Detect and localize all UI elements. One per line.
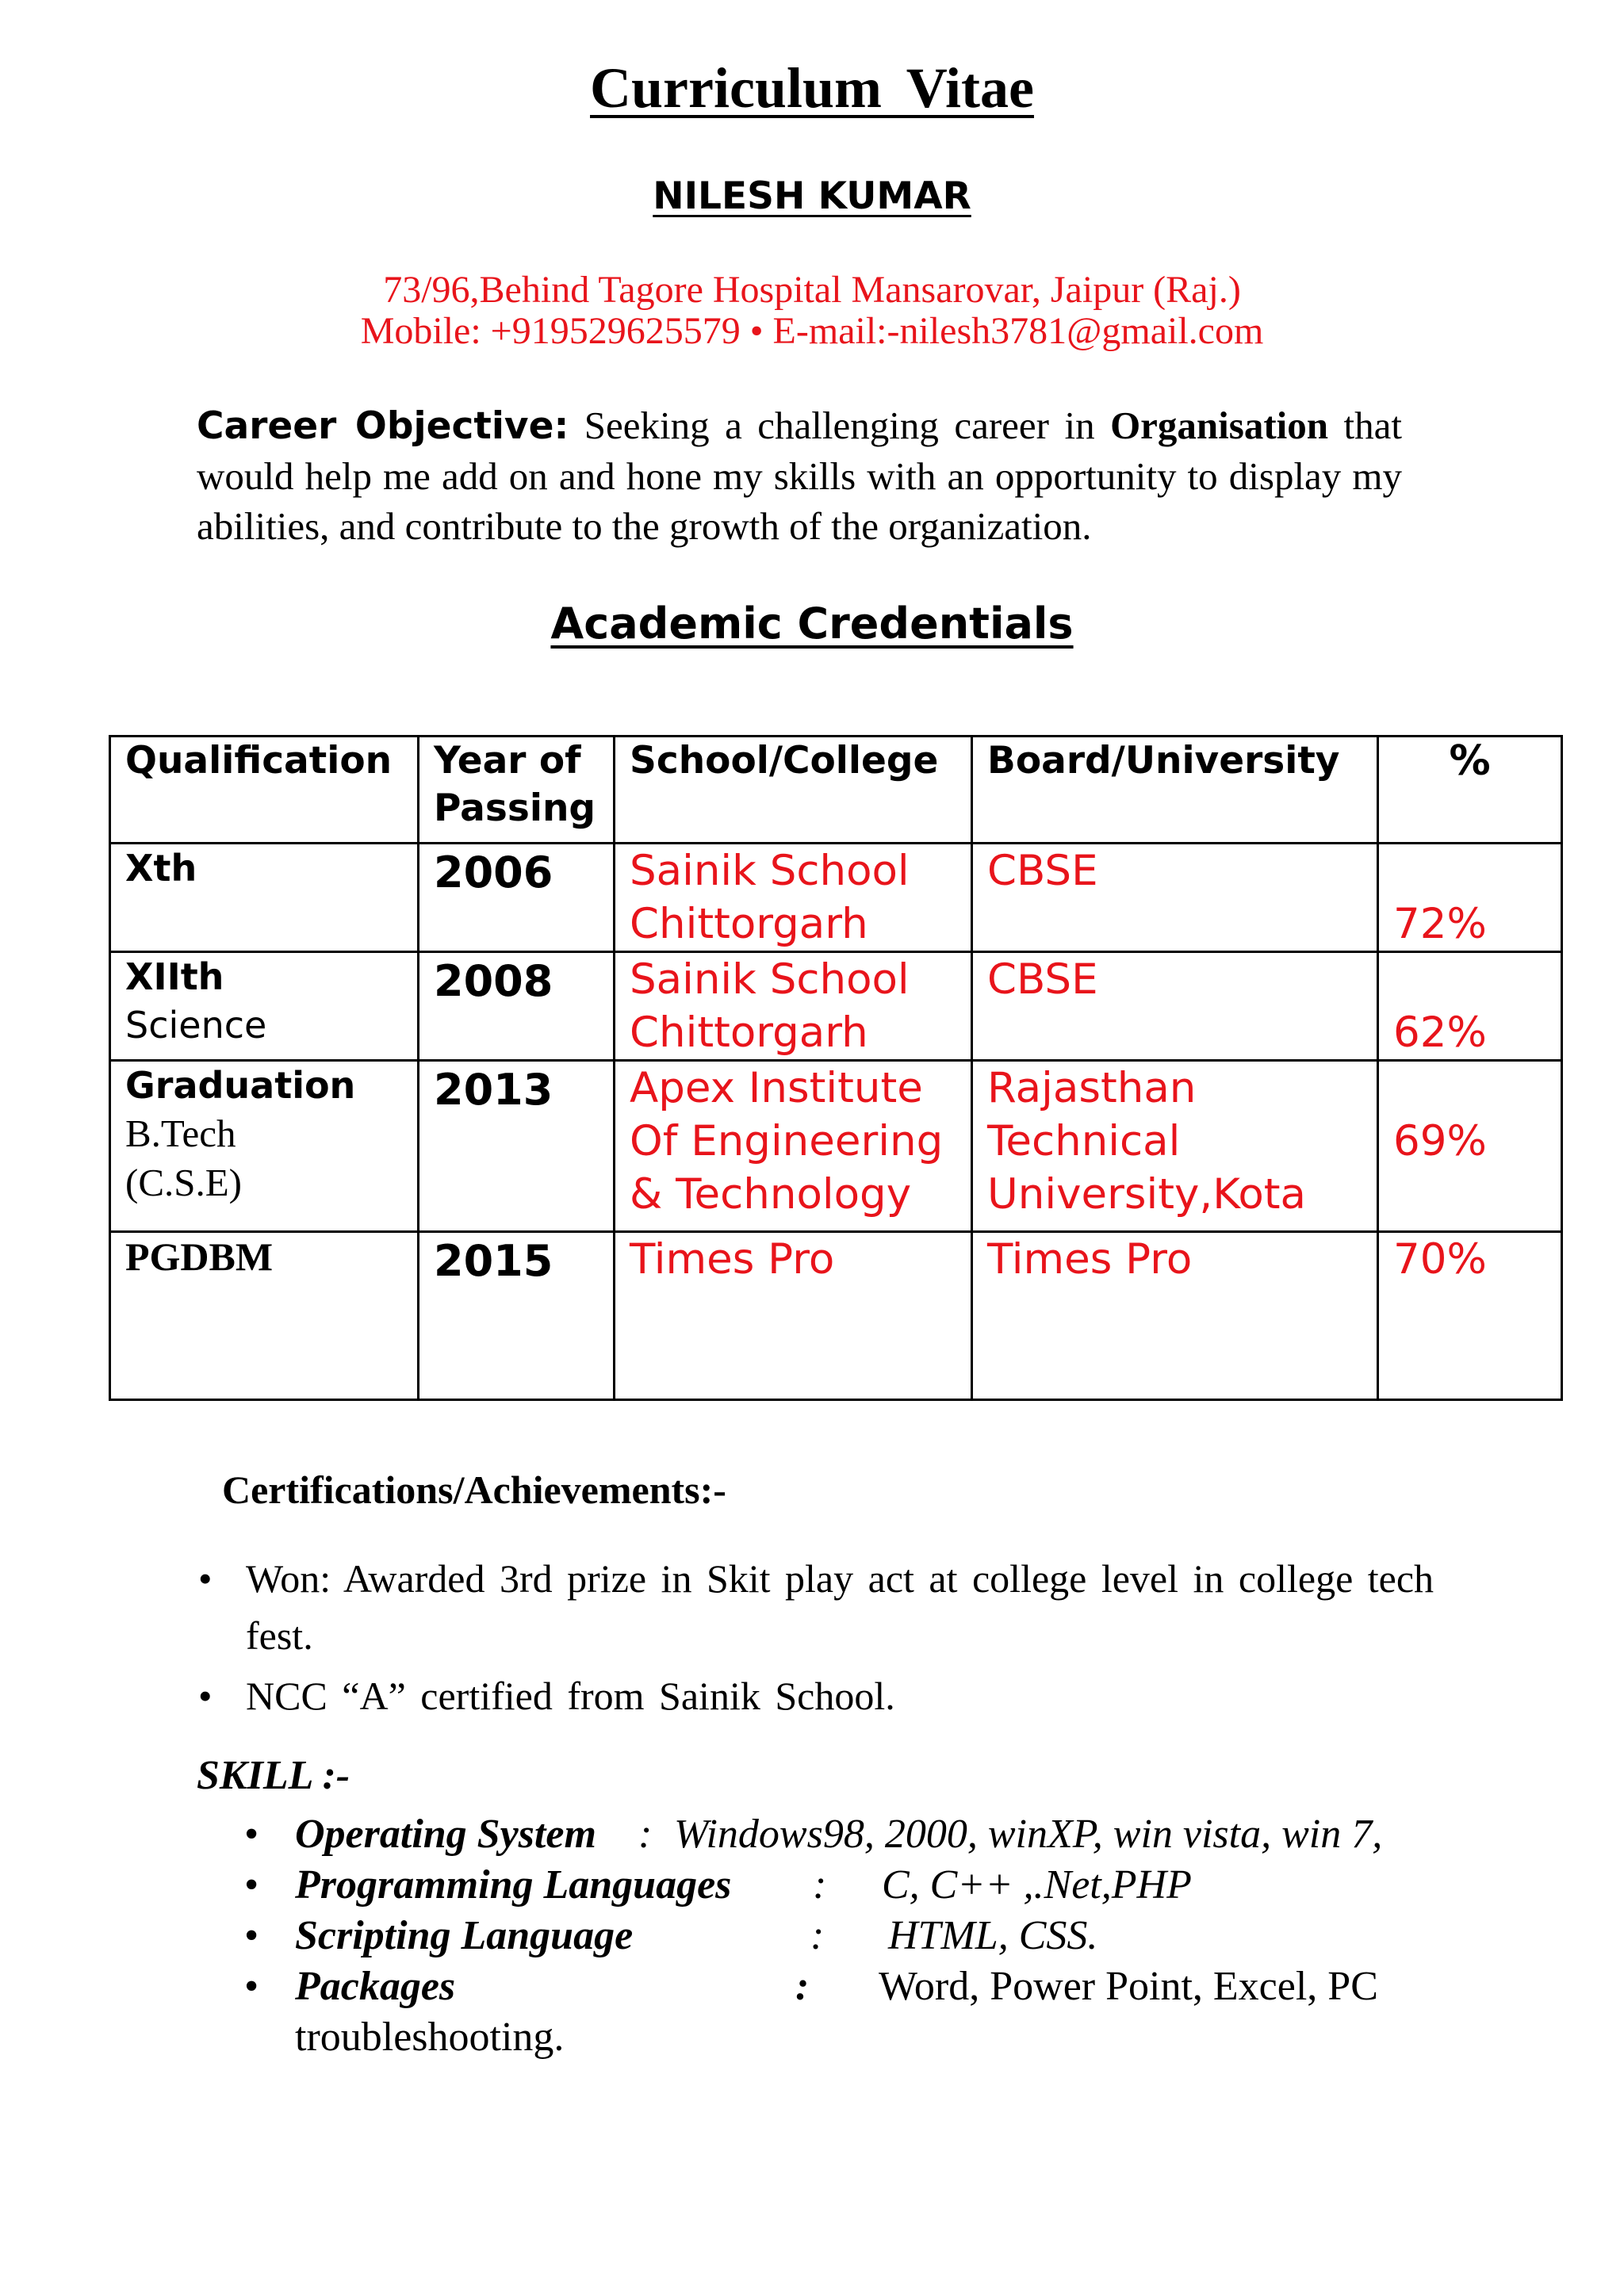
skill-separator: : (795, 1964, 810, 2009)
skill-separator: : (638, 1812, 653, 1857)
table-row (110, 844, 1562, 952)
certification-text: Won: Awarded 3rd prize in Skit play act at college level in college tech fest. (246, 1556, 1434, 1658)
cell-year (419, 1061, 615, 1232)
cell-school (615, 1061, 972, 1232)
year-value: 2006 (434, 848, 553, 897)
cell-board (972, 1061, 1378, 1232)
cell-year (419, 952, 615, 1061)
candidate-name (0, 174, 1624, 218)
career-objective-emphasis: Organisation (1110, 404, 1329, 447)
board-value: Rajasthan Technical University,Kota (987, 1064, 1307, 1219)
academic-credentials-heading (0, 599, 1624, 649)
list-item (238, 1809, 1475, 1860)
list-item (238, 1961, 1475, 2012)
cell-percent (1378, 952, 1562, 1061)
cell-board (972, 952, 1378, 1061)
year-value: 2013 (434, 1065, 553, 1115)
cell-school (615, 952, 972, 1061)
qualification-name: Graduation (125, 1064, 356, 1107)
document-title-text: Curriculum Vitae (590, 56, 1034, 120)
year-value: 2008 (434, 956, 553, 1006)
list-item (238, 1860, 1475, 1911)
school-value: Sainik School Chittorgarh (630, 955, 910, 1057)
bullet-icon: • (198, 1556, 213, 1601)
document-title (0, 57, 1624, 120)
qualification-name: Xth (125, 847, 197, 890)
skill-value: Windows98, 2000, winXP, win vista, win 7, (674, 1812, 1383, 1857)
cell-year (419, 844, 615, 952)
academic-credentials-heading-text: Academic Credentials (550, 599, 1074, 649)
cell-qualification (110, 1232, 419, 1400)
skills-list (238, 1809, 1475, 2063)
skill-key: Scripting Language (295, 1913, 634, 1958)
school-value: Apex Institute Of Engineering & Technology (630, 1064, 944, 1219)
cell-percent (1378, 1061, 1562, 1232)
cell-qualification (110, 1061, 419, 1232)
certification-text: NCC “A” certified from Sainik School. (246, 1674, 895, 1718)
list-item (182, 1667, 1467, 1724)
skill-key: Programming Languages (295, 1862, 732, 1908)
table-header-row (110, 737, 1562, 844)
header-qualification: Qualification (110, 737, 419, 844)
header-year-of-passing: Year of Passing (419, 737, 615, 844)
cell-qualification (110, 844, 419, 952)
list-item-continuation (238, 2012, 1475, 2063)
header-percent: % (1378, 737, 1562, 844)
certifications-list (182, 1550, 1467, 1728)
career-objective-text-after: that would help me add on and hone my skills with an opportunity to display my abilities, and contribute to the growth of the organization. (197, 404, 1402, 548)
board-value: Times Pro (987, 1235, 1193, 1284)
skill-heading: SKILL :- (197, 1753, 350, 1798)
qualification-degree: B.Tech (125, 1112, 236, 1155)
qualification-name: XIIth (125, 955, 224, 998)
list-item (238, 1911, 1475, 1961)
board-value: CBSE (987, 955, 1098, 1004)
year-value: 2015 (434, 1236, 553, 1286)
qualification-stream: Science (125, 1004, 267, 1047)
bullet-icon: • (198, 1674, 213, 1718)
skill-separator: : (810, 1913, 825, 1958)
career-objective (197, 400, 1402, 551)
table-row (110, 1061, 1562, 1232)
percent-value: 70% (1393, 1235, 1487, 1284)
career-objective-label: Career Objective: (197, 404, 569, 448)
skill-value: C, C++ ,.Net,PHP (882, 1862, 1192, 1908)
address-line: 73/96,Behind Tagore Hospital Mansarovar, Jaipur (Raj.) (383, 269, 1241, 311)
percent-value: 69% (1393, 1117, 1487, 1165)
percent-value: 72% (1393, 900, 1487, 948)
percent-value: 62% (1393, 1008, 1487, 1057)
career-objective-text-before: Seeking a challenging career in (569, 404, 1111, 447)
cell-school (615, 1232, 972, 1400)
skill-value-continuation: troubleshooting. (295, 2015, 565, 2060)
candidate-name-text: NILESH KUMAR (653, 174, 971, 218)
board-value: CBSE (987, 847, 1098, 895)
table-row (110, 952, 1562, 1061)
bullet-icon: • (244, 1862, 259, 1908)
skill-key: Packages (295, 1964, 456, 2009)
skill-separator: : (813, 1862, 827, 1908)
school-value: Sainik School Chittorgarh (630, 847, 910, 948)
qualification-name: PGDBM (125, 1234, 274, 1279)
academic-credentials-table (109, 735, 1563, 1401)
certifications-heading: Certifications/Achievements:- (222, 1468, 726, 1512)
skill-key: Operating System (295, 1812, 596, 1857)
header-board-university: Board/University (972, 737, 1378, 844)
table-row (110, 1232, 1562, 1400)
bullet-icon: • (244, 1913, 259, 1958)
skill-value: HTML, CSS. (888, 1913, 1098, 1958)
bullet-icon: • (244, 1812, 259, 1857)
school-value: Times Pro (630, 1235, 835, 1284)
cell-percent (1378, 844, 1562, 952)
cell-percent (1378, 1232, 1562, 1400)
qualification-branch: (C.S.E) (125, 1161, 242, 1204)
cell-board (972, 844, 1378, 952)
skill-value: Word, Power Point, Excel, PC (879, 1964, 1378, 2009)
cell-year (419, 1232, 615, 1400)
contact-line: Mobile: +919529625579 • E-mail:-nilesh3781@gmail.com (360, 310, 1264, 352)
cell-board (972, 1232, 1378, 1400)
bullet-icon: • (244, 1964, 259, 2009)
cell-school (615, 844, 972, 952)
cell-qualification (110, 952, 419, 1061)
header-school-college: School/College (615, 737, 972, 844)
list-item (182, 1550, 1467, 1664)
